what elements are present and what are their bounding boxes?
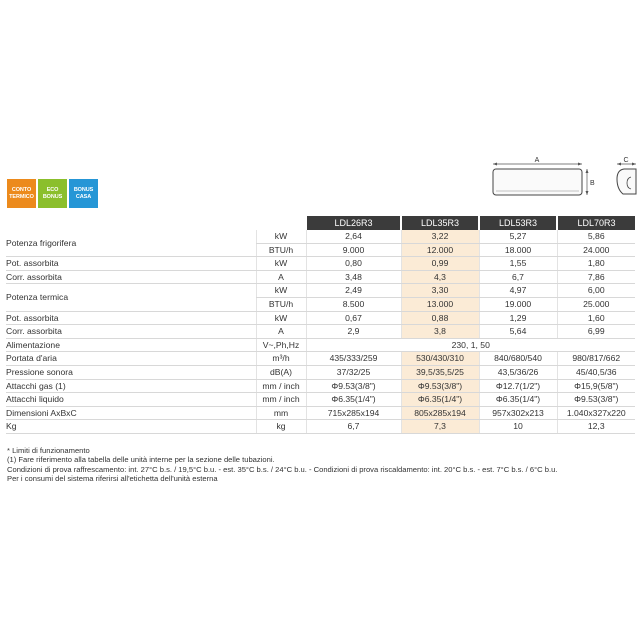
value-cell: 2,9 (306, 325, 401, 339)
badge-line: CASA (75, 193, 92, 200)
unit-dimension-diagram (490, 155, 640, 205)
badge-line: ECO (46, 187, 59, 193)
table-row (6, 270, 635, 284)
value-cell: 805x285x194 (401, 406, 479, 420)
badge-bonus-casa (69, 179, 98, 208)
unit-cell: A (256, 270, 306, 284)
param-label: Attacchi liquido (6, 393, 256, 407)
value-cell: 4,97 (479, 284, 557, 298)
value-cell: 1.040x327x220 (557, 406, 635, 420)
value-cell: 6,00 (557, 284, 635, 298)
table-row (6, 311, 635, 325)
indoor-unit-side-icon (617, 169, 636, 194)
unit-cell: mm / inch (256, 393, 306, 407)
arrow-icon (578, 163, 582, 166)
value-cell: 9.000 (306, 243, 401, 257)
value-cell: 435/333/259 (306, 352, 401, 366)
value-cell: 8.500 (306, 297, 401, 311)
param-label: Pressione sonora (6, 365, 256, 379)
value-cell: 2,64 (306, 230, 401, 243)
param-label: Corr. assorbita (6, 270, 256, 284)
value-cell: 7,3 (401, 420, 479, 434)
badge-line: TERMICO (9, 193, 34, 200)
footnotes (7, 446, 557, 484)
value-cell: 0,80 (306, 257, 401, 271)
model-header: LDL53R3 (479, 216, 557, 230)
value-cell: 957x302x213 (479, 406, 557, 420)
value-cell: 10 (479, 420, 557, 434)
value-cell: 230, 1, 50 (306, 338, 635, 352)
unit-cell: kW (256, 311, 306, 325)
badge-line: BONUS (73, 187, 94, 193)
label-a: A (534, 157, 540, 164)
value-cell: 3,22 (401, 230, 479, 243)
value-cell: 6,7 (479, 270, 557, 284)
value-cell: 1,29 (479, 311, 557, 325)
value-cell: 3,48 (306, 270, 401, 284)
table-header-row (6, 216, 635, 230)
value-cell: 1,55 (479, 257, 557, 271)
unit-cell: kW (256, 257, 306, 271)
value-cell: 0,67 (306, 311, 401, 325)
arrow-icon (586, 169, 589, 173)
table-row (6, 393, 635, 407)
value-cell: 12.000 (401, 243, 479, 257)
footnote: Per i consumi del sistema riferirsi all'etichetta dell'unità esterna (7, 474, 218, 484)
unit-cell: BTU/h (256, 297, 306, 311)
value-cell: 12,3 (557, 420, 635, 434)
value-cell: Φ12.7(1/2") (479, 379, 557, 393)
header-blank (256, 216, 306, 230)
table-row (6, 230, 635, 243)
value-cell: 13.000 (401, 297, 479, 311)
table-row (6, 338, 635, 352)
badge-line: CONTO (11, 187, 32, 193)
value-cell: 19.000 (479, 297, 557, 311)
table-row (6, 365, 635, 379)
value-cell: 6,99 (557, 325, 635, 339)
value-cell: 0,88 (401, 311, 479, 325)
arrow-icon (617, 163, 621, 166)
table-row (6, 284, 635, 298)
model-header: LDL70R3 (557, 216, 635, 230)
value-cell: Φ9.53(3/8") (557, 393, 635, 407)
value-cell: 39,5/35,5/25 (401, 365, 479, 379)
param-label: Attacchi gas (1) (6, 379, 256, 393)
param-label: Alimentazione (6, 338, 256, 352)
value-cell: 5,64 (479, 325, 557, 339)
value-cell: 980/817/662 (557, 352, 635, 366)
arrow-icon (586, 191, 589, 195)
value-cell: Φ6.35(1/4") (479, 393, 557, 407)
table-row (6, 352, 635, 366)
table-row (6, 406, 635, 420)
badge-eco-bonus (38, 179, 67, 208)
value-cell: Φ6.35(1/4") (401, 393, 479, 407)
badge-line: BONUS (42, 193, 63, 200)
param-label: Corr. assorbita (6, 325, 256, 339)
header-blank (6, 216, 256, 230)
unit-cell: A (256, 325, 306, 339)
table-row (6, 325, 635, 339)
spec-table (6, 216, 635, 434)
arrow-icon (632, 163, 636, 166)
unit-cell: kW (256, 230, 306, 243)
value-cell: 1,80 (557, 257, 635, 271)
unit-cell: mm (256, 406, 306, 420)
label-b: B (590, 180, 595, 187)
table-row (6, 257, 635, 271)
label-c: C (623, 157, 629, 164)
footnote: (1) Fare riferimento alla tabella delle unità interne per la sezione delle tubazioni. (7, 455, 275, 465)
incentive-badges (7, 179, 98, 208)
value-cell: Φ15,9(5/8") (557, 379, 635, 393)
value-cell: 37/32/25 (306, 365, 401, 379)
unit-cell: m³/h (256, 352, 306, 366)
model-header: LDL35R3 (401, 216, 479, 230)
value-cell: 6,7 (306, 420, 401, 434)
unit-cell: kg (256, 420, 306, 434)
value-cell: 530/430/310 (401, 352, 479, 366)
value-cell: 3,8 (401, 325, 479, 339)
value-cell: 45/40,5/36 (557, 365, 635, 379)
value-cell: 715x285x194 (306, 406, 401, 420)
value-cell: 0,99 (401, 257, 479, 271)
value-cell: 2,49 (306, 284, 401, 298)
param-label: Dimensioni AxBxC (6, 406, 256, 420)
unit-cell: dB(A) (256, 365, 306, 379)
unit-cell: BTU/h (256, 243, 306, 257)
value-cell: 5,86 (557, 230, 635, 243)
param-label: Pot. assorbita (6, 257, 256, 271)
badge-conto-termico (7, 179, 36, 208)
unit-cell: mm / inch (256, 379, 306, 393)
footnote: Condizioni di prova raffrescamento: int. 27°C b.s. / 19,5°C b.u. - est. 35°C b.s. / 24°C b.u. - Condizioni di prova riscaldamento: int. 20°C b.s. - est. 7°C b.s. / 6°C b.u. (7, 464, 558, 474)
value-cell: Φ9.53(3/8") (306, 379, 401, 393)
param-label: Portata d'aria (6, 352, 256, 366)
value-cell: 1,60 (557, 311, 635, 325)
value-cell: 43,5/36/26 (479, 365, 557, 379)
value-cell: 24.000 (557, 243, 635, 257)
value-cell: Φ6.35(1/4") (306, 393, 401, 407)
model-header: LDL26R3 (306, 216, 401, 230)
value-cell: 7,86 (557, 270, 635, 284)
unit-cell: V~,Ph,Hz (256, 338, 306, 352)
param-label: Pot. assorbita (6, 311, 256, 325)
param-label: Kg (6, 420, 256, 434)
value-cell: 3,30 (401, 284, 479, 298)
param-label: Potenza termica (6, 284, 256, 311)
arrow-icon (493, 163, 497, 166)
table-row (6, 420, 635, 434)
unit-cell: kW (256, 284, 306, 298)
value-cell: 18.000 (479, 243, 557, 257)
table-row (6, 379, 635, 393)
param-label: Potenza frigorifera (6, 230, 256, 257)
value-cell: 4,3 (401, 270, 479, 284)
value-cell: Φ9.53(3/8") (401, 379, 479, 393)
value-cell: 5,27 (479, 230, 557, 243)
value-cell: 840/680/540 (479, 352, 557, 366)
value-cell: 25.000 (557, 297, 635, 311)
footnote: * Limiti di funzionamento (7, 446, 90, 455)
